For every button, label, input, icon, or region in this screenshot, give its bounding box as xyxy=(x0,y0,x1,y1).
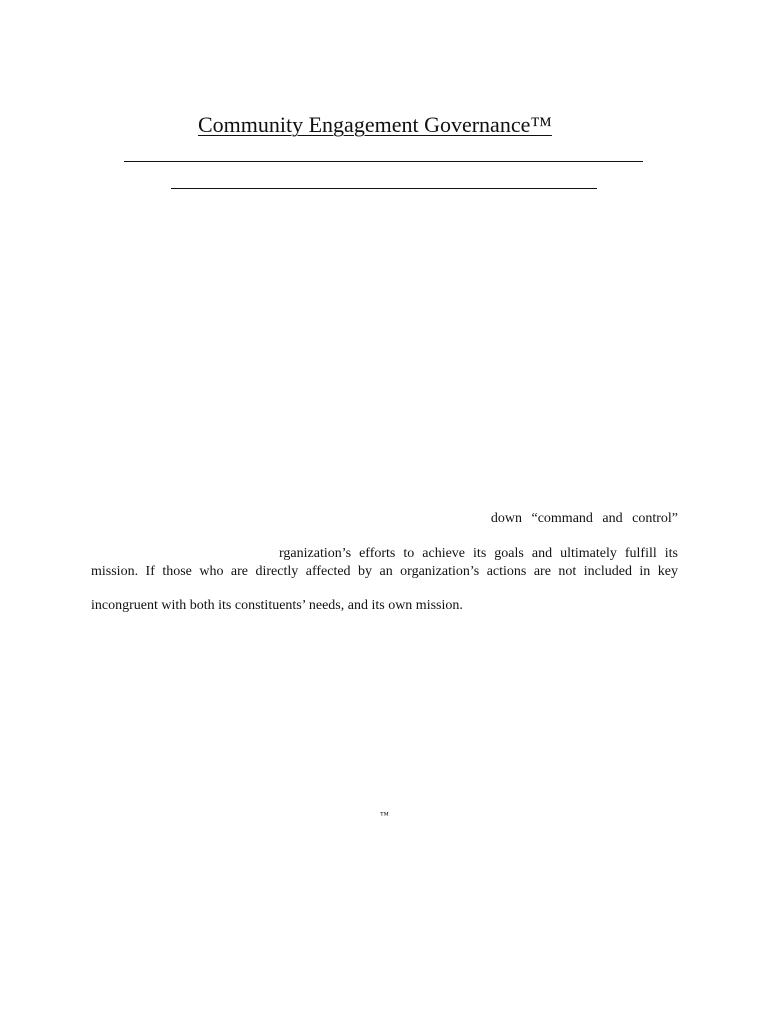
body-text-line-1: down “command and control” xyxy=(490,511,678,526)
body-text-line-4: incongruent with both its constituents’ needs, and its own mission. xyxy=(91,598,463,613)
trademark-mark: ™ xyxy=(380,810,389,820)
blank-underline-2 xyxy=(171,188,597,189)
body-text-line-3: mission. If those who are directly affected by an organization’s actions are not included in key xyxy=(91,564,678,579)
document-title: Community Engagement Governance™ xyxy=(198,112,552,137)
body-text-line-2: rganization’s efforts to achieve its goals and ultimately fulfill its xyxy=(279,546,678,561)
blank-underline-1 xyxy=(124,161,643,162)
